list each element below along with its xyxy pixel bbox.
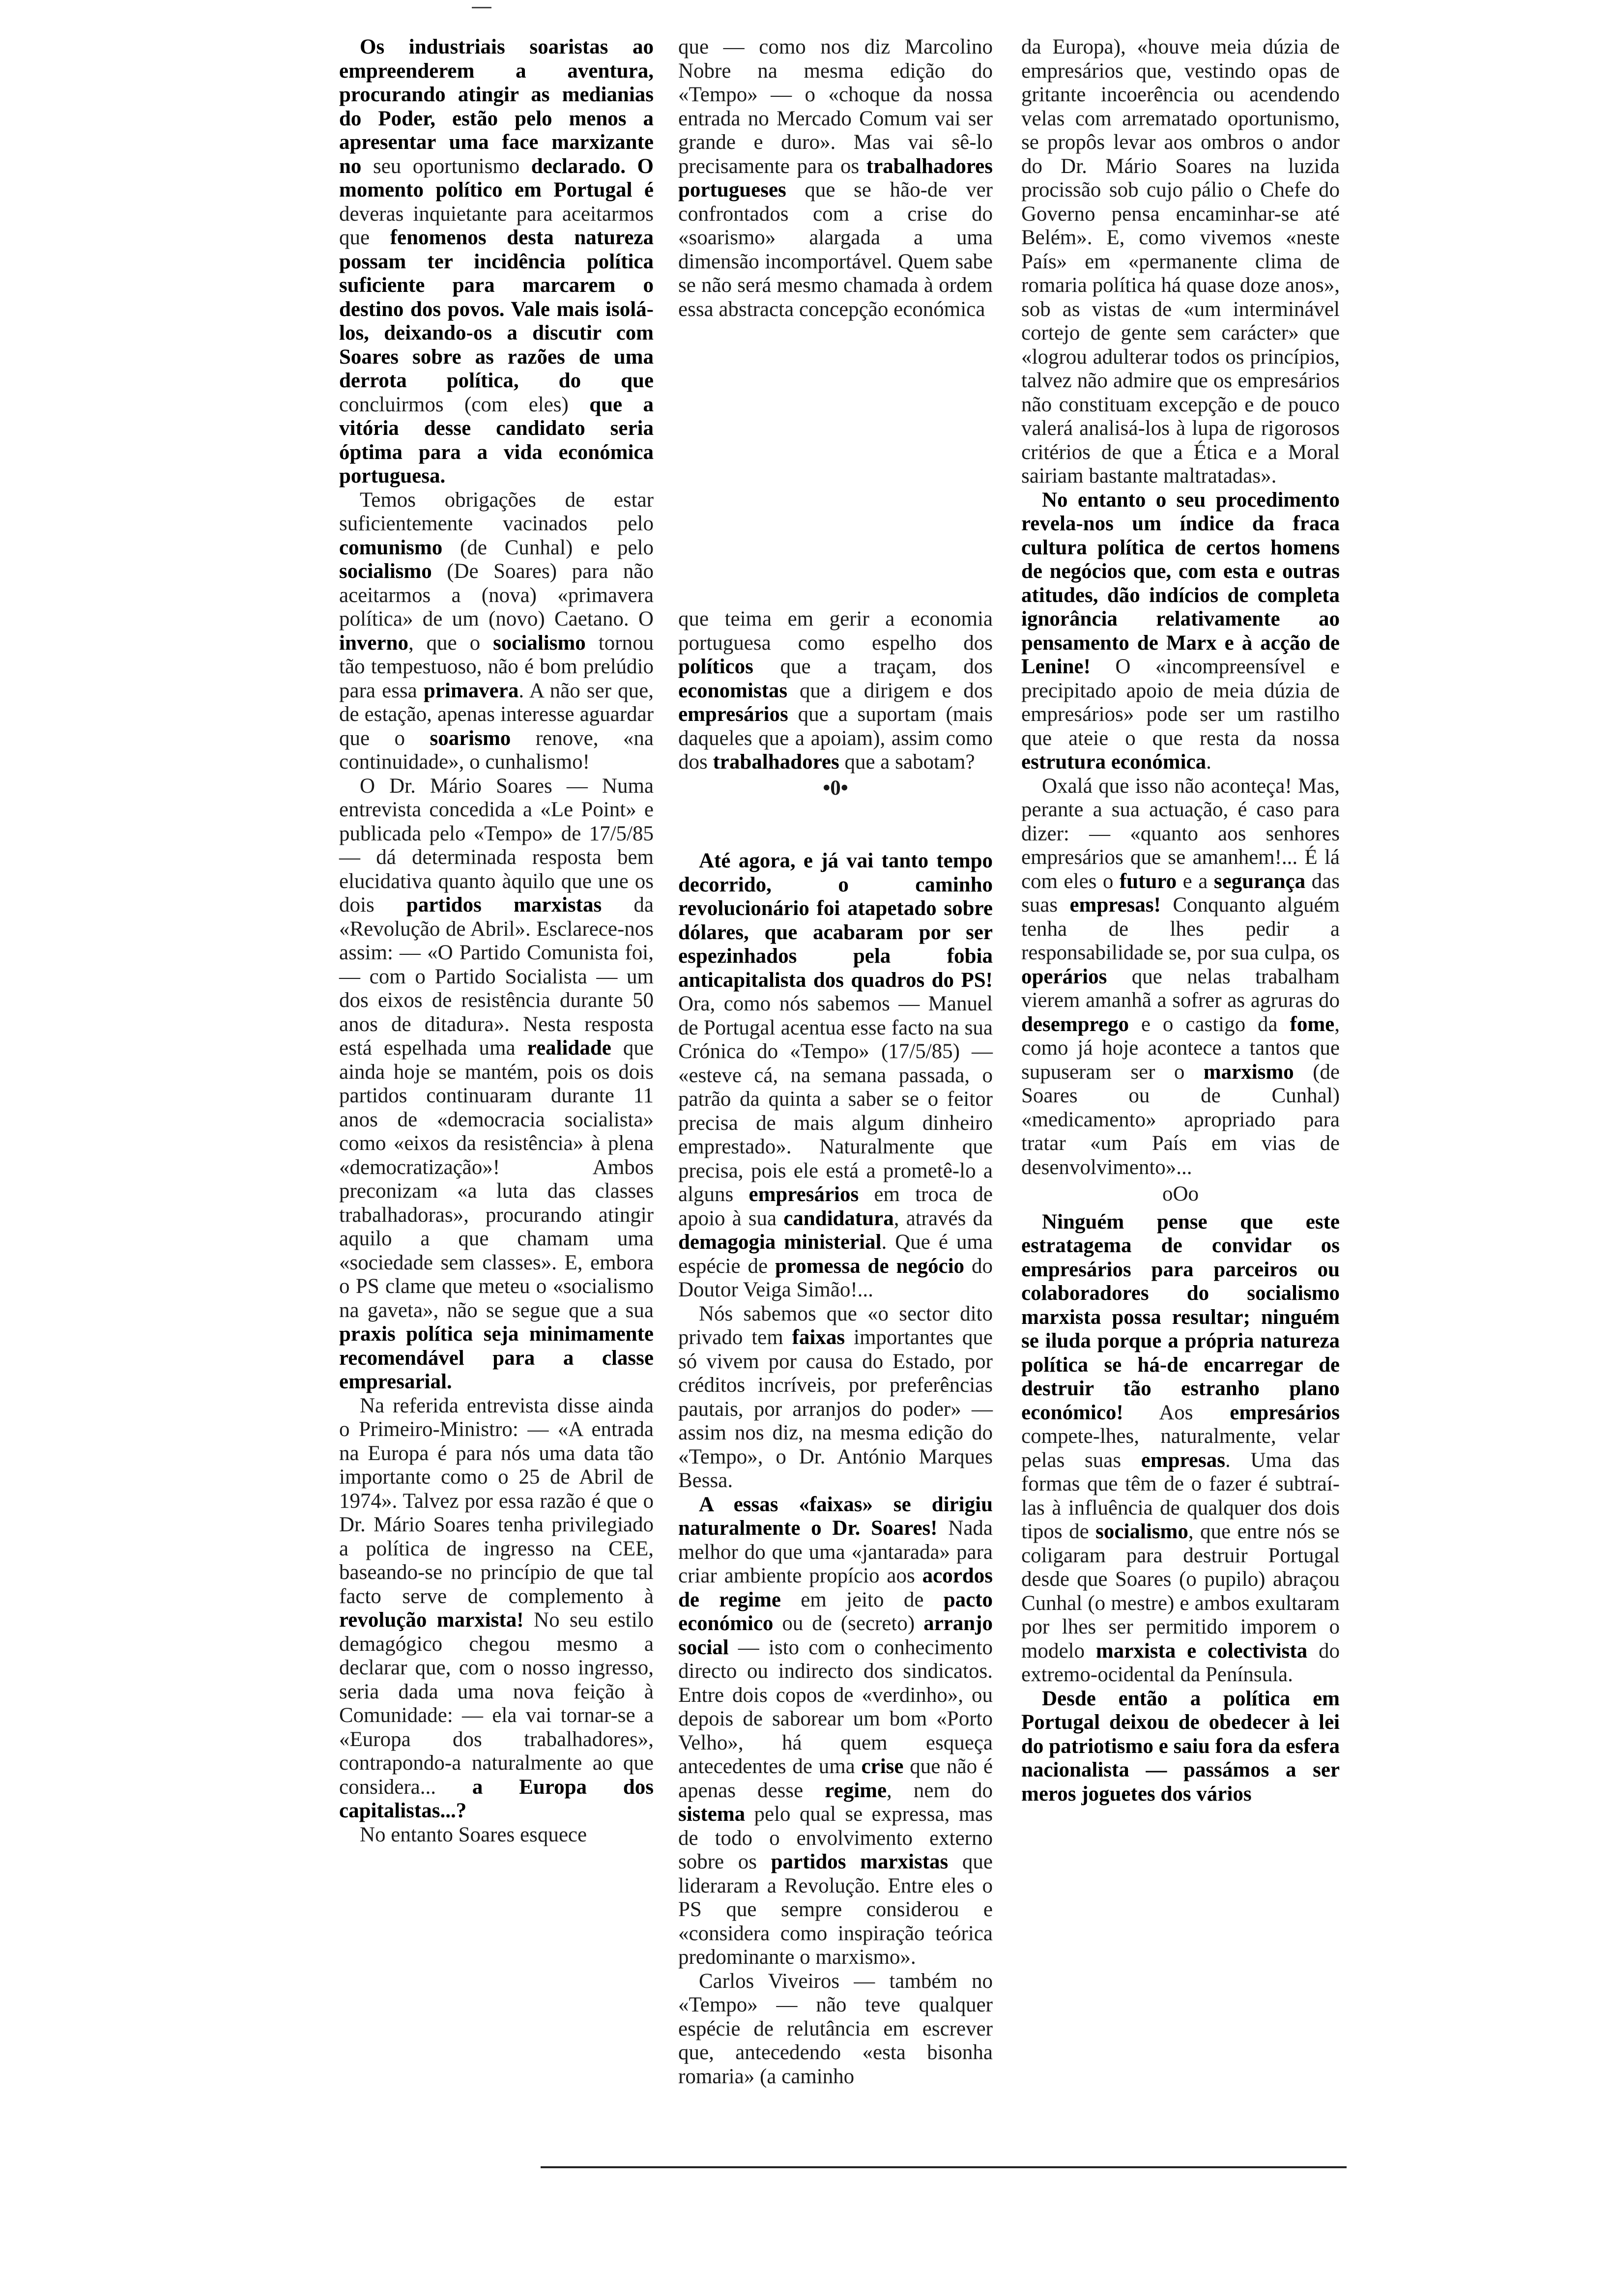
paragraph bbox=[339, 35, 654, 488]
bold-text: operários bbox=[1021, 965, 1107, 988]
article-column-1 bbox=[339, 35, 654, 1847]
bold-text: praxis política seja minimamente recomendável para a classe empresarial. bbox=[339, 1322, 654, 1393]
bold-text: revolução marxista! bbox=[339, 1608, 524, 1632]
bold-text: acordos de regime bbox=[678, 1564, 993, 1611]
article-column-2 bbox=[678, 607, 993, 2089]
bold-text: A essas «faixas» se dirigiu naturalmente o Dr. Soares! bbox=[678, 1492, 993, 1540]
bold-text: socialismo bbox=[339, 560, 432, 583]
bold-text: Os industriais soaristas ao empreenderem a aventura, procurando atingir as medianias do Poder, estão pelo menos a apresentar uma face marxizante no bbox=[339, 35, 654, 178]
paragraph bbox=[678, 1302, 993, 1493]
body-text: (De Soares) para não aceitarmos a (nova) «primavera política» de um (novo) Caetano. O bbox=[339, 560, 654, 631]
article-column-2-top bbox=[678, 35, 993, 321]
bold-text: empresários bbox=[678, 703, 788, 726]
bold-text: realidade bbox=[527, 1036, 611, 1060]
paragraph bbox=[339, 775, 654, 1394]
bold-text: trabalhadores portugueses bbox=[678, 154, 993, 201]
bold-text: empresas bbox=[1141, 1448, 1225, 1472]
bold-text: economistas bbox=[678, 679, 788, 702]
bold-text: No entanto o seu procedimento revela-nos um índice da fraca cultura política de certos homens de negócios que, com esta e outras atitudes, dão indícios de completa ignorância relativamente ao pensamento de Marx e à acção de Lenine! bbox=[1021, 488, 1340, 678]
body-text: , nem do bbox=[887, 1779, 993, 1802]
body-text: que a suportam (mais daqueles que a apoiam), assim como dos bbox=[678, 703, 993, 774]
body-text: deveras inquietante para aceitarmos que bbox=[339, 202, 654, 249]
body-text: Carlos Viveiros — também no «Tempo» — não teve qualquer espécie de relutância em escrever que, antecedendo «esta bisonha romaria» (a caminho bbox=[678, 1969, 993, 2088]
paragraph bbox=[339, 1394, 654, 1823]
body-text: seu oportunismo bbox=[373, 154, 531, 178]
paragraph bbox=[1021, 1687, 1340, 1807]
body-text: e o castigo da bbox=[1128, 1012, 1290, 1036]
bold-text: estrutura económica bbox=[1021, 750, 1207, 774]
paragraph bbox=[678, 35, 993, 321]
body-text: concluirmos (com eles) bbox=[339, 393, 590, 416]
body-text: da «Revolução de Abril». Esclarece-nos assim: — «O Partido Comunista foi, — com o Partido Socialista — um dos eixos de resistência durante 50 anos de ditadura». Nesta resposta está espelhada uma bbox=[339, 893, 654, 1060]
bold-text: arranjo social bbox=[678, 1612, 993, 1659]
body-text: e a bbox=[1177, 869, 1214, 893]
bold-text: marxista e colectivista bbox=[1095, 1639, 1308, 1663]
body-text: Aos bbox=[1123, 1401, 1230, 1424]
bold-text: faixas bbox=[792, 1326, 845, 1349]
paragraph bbox=[1021, 35, 1340, 488]
bold-text: Até agora, e já vai tanto tempo decorrido, o caminho revolucionário foi atapetado sobre dólares, que acabaram por ser espezinhados pela fobia anticapitalista dos quadros do PS! bbox=[678, 849, 993, 992]
body-text: em jeito de bbox=[781, 1588, 944, 1611]
body-text: . Uma das formas que têm de o fazer é subtraí-las à influência de qualquer dos dois tipos de bbox=[1021, 1448, 1340, 1543]
bold-text: partidos marxistas bbox=[771, 1850, 949, 1873]
bold-text: demagogia ministerial bbox=[678, 1231, 882, 1254]
body-text: que — como nos diz Marcolino Nobre na mesma edição do «Tempo» — o «choque da nossa entrada no Mercado Comum vai ser grande e duro». Mas vai sê-lo precisamente para os bbox=[678, 35, 993, 178]
bold-text: empresários bbox=[1230, 1401, 1340, 1424]
scan-mark bbox=[472, 7, 491, 8]
bold-text: promessa de negócio bbox=[775, 1254, 965, 1278]
bottom-rule bbox=[541, 2166, 1347, 2168]
body-text: Na referida entrevista disse ainda o Primeiro-Ministro: — «A entrada na Europa é para nós uma data tão importante como o 25 de Abril de 1974». Talvez por essa razão é que o Dr. Mário Soares tenha privilegiado a política de ingresso na CEE, baseando-se no princípio de que tal facto serve de complemento à bbox=[339, 1394, 654, 1608]
body-text: , que o bbox=[408, 631, 493, 655]
paragraph bbox=[678, 607, 993, 775]
bold-text: fome bbox=[1290, 1012, 1335, 1036]
body-text: Ora, como nós sabemos — Manuel de Portugal acentua esse facto na sua Crónica do «Tempo» (17/5/85) — «esteve cá, na semana passada, o patrão da quinta a saber se o feitor precisa de mais algum dinheiro emprestado». Naturalmente que precisa, pois ele está a prometê-lo a alguns bbox=[678, 992, 993, 1206]
paragraph bbox=[678, 1970, 993, 2089]
body-text: pelo qual se expressa, mas de todo o envolvimento externo sobre os bbox=[678, 1803, 993, 1873]
article-column-3 bbox=[1021, 35, 1340, 1806]
body-text: O «incompreensível e precipitado apoio de meia dúzia de empresários» pode ser um rastilho que ateie o que resta da nossa bbox=[1021, 655, 1340, 750]
bold-text: comunismo bbox=[339, 536, 443, 559]
body-text: No entanto Soares esquece bbox=[360, 1823, 587, 1846]
body-text: das suas bbox=[1021, 869, 1340, 917]
bold-text: soarismo bbox=[430, 726, 511, 750]
body-text: , como já hoje acontece a tantos que supuseram ser o bbox=[1021, 1012, 1340, 1084]
paragraph bbox=[1021, 488, 1340, 775]
body-text: (de Soares ou de Cunhal) «medicamento» apropriado para tratar «um País em vias de desenvolvimento»... bbox=[1021, 1060, 1340, 1179]
body-text: que a sabotam? bbox=[839, 750, 975, 774]
body-text: que lideraram a Revolução. Entre eles o PS que sempre considerou e «considera como inspiração teórica predominante o marxismo». bbox=[678, 1850, 993, 1969]
body-text: Oxalá que isso não aconteça! Mas, perante a sua actuação, é caso para dizer: — «quanto aos senhores empresários que se amanhem!... É lá com eles o bbox=[1021, 774, 1340, 893]
body-text: Nada melhor do que uma «jantarada» para criar ambiente propício aos bbox=[678, 1517, 993, 1587]
bold-text: empresas! bbox=[1069, 893, 1161, 917]
bold-text: crise bbox=[861, 1755, 904, 1778]
body-text: que a dirigem e dos bbox=[787, 679, 993, 702]
bold-text: trabalhadores bbox=[713, 750, 839, 774]
paragraph bbox=[1021, 1210, 1340, 1687]
body-text: Conquanto alguém tenha de lhes pedir a responsabilidade se, por sua culpa, os bbox=[1021, 893, 1340, 964]
bold-text: que a vitória desse candidato seria óptima para a vida económica portuguesa. bbox=[339, 393, 654, 488]
body-text: No seu estilo demagógico chegou mesmo a declarar que, com o nosso ingresso, seria dada uma nova feição à Comunidade: — ela vai tornar-se a «Europa dos trabalhadores», contrapondo-a naturalmente ao que considera... bbox=[339, 1608, 654, 1799]
body-text: Temos obrigações de estar suficientemente vacinados pelo bbox=[339, 488, 654, 535]
bold-text: primavera bbox=[423, 679, 519, 702]
body-text: que teima em gerir a economia portuguesa como espelho dos bbox=[678, 607, 993, 655]
body-text: , que entre nós se coligaram para destruir Portugal desde que Soares (o pupilo) abraçou Cunhal (o mestre) e ambos exultaram por lhes ser permitido imporem o modelo bbox=[1021, 1520, 1340, 1663]
bold-text: desemprego bbox=[1021, 1012, 1129, 1036]
section-separator: oOo bbox=[1162, 1182, 1199, 1205]
bold-text: candidatura bbox=[783, 1206, 894, 1230]
body-text: , através da bbox=[893, 1206, 993, 1230]
paragraph bbox=[678, 849, 993, 1302]
bold-text: partidos marxistas bbox=[406, 893, 602, 917]
body-text: . A não ser que, de estação, apenas interesse aguardar que o bbox=[339, 679, 654, 750]
bold-text: empresários bbox=[748, 1183, 859, 1206]
bold-text: sistema bbox=[678, 1803, 746, 1826]
body-text: O Dr. Mário Soares — Numa entrevista concedida a «Le Point» e publicada pelo «Tempo» de 17/5/85 — dá determinada resposta bem elucidativa quanto àquilo que une os dois bbox=[339, 774, 654, 917]
paragraph bbox=[339, 1823, 654, 1847]
bold-text: futuro bbox=[1119, 869, 1177, 893]
body-text: da Europa), «houve meia dúzia de empresários que, vestindo opas de gritante incoerência ou acendendo velas com arrematado oportunismo, se propôs levar aos ombros o andor do Dr. Mário Soares na luzida procissão sob cujo pálio o Chefe do Governo pensa encaminhar-se até Belém». E, como vivemos «neste País» em «permanente clima de romaria política há quase doze anos», sob as vistas de «um interminável cortejo de gente sem carácter» que «logrou adulterar todos os princípios, talvez não admire que os empresários não constituam excepção e de pouco valerá analisá-los à lupa de rigorosos critérios de que a Ética e a Moral sairiam bastante maltratadas». bbox=[1021, 35, 1340, 488]
body-text: que ainda hoje se mantém, pois os dois partidos continuaram durante 11 anos de «democracia socialista» como «eixos da resistência» à plena «democratização»! Ambos preconizam «a luta das classes trabalhadoras», procurando atingir aquilo a que chamam uma «sociedade sem classes». E, embora o PS clame que meteu o «socialismo na gaveta», não se segue que a sua bbox=[339, 1036, 654, 1322]
body-text: renove, «na continuidade», o cunhalismo! bbox=[339, 726, 654, 774]
body-text: que não é apenas desse bbox=[678, 1755, 993, 1802]
body-text: que a traçam, dos bbox=[753, 655, 993, 678]
body-text: — isto com o conhecimento directo ou indirecto dos sindicatos. Entre dois copos de «verdinho», ou depois de saborear um bom «Porto Velho», há quem esqueça antecedentes de uma bbox=[678, 1636, 993, 1778]
paragraph bbox=[678, 1493, 993, 1970]
bold-text: regime bbox=[825, 1779, 887, 1802]
body-text: do Doutor Veiga Simão!... bbox=[678, 1254, 993, 1301]
paragraph bbox=[1021, 775, 1340, 1180]
bold-text: políticos bbox=[678, 655, 753, 678]
body-text: . bbox=[1206, 750, 1211, 774]
bold-text: pacto económico bbox=[678, 1588, 993, 1635]
body-text: que se hão-de ver confrontados com a crise do «soarismo» alargada a uma dimensão incomportável. Quem sabe se não será mesmo chamada à ordem essa abstracta concepção económica bbox=[678, 178, 993, 321]
bold-text: marxismo bbox=[1203, 1060, 1294, 1084]
body-text: tornou tão tempestuoso, não é bom prelúdio para essa bbox=[339, 631, 654, 702]
bold-text: inverno bbox=[339, 631, 408, 655]
bold-text: Ninguém pense que este estratagema de convidar os empresários para parceiros ou colaboradores do socialismo marxista possa resultar; ninguém se iluda porque a própria natureza política se há-de encarregar de destruir tão estranho plano económico! bbox=[1021, 1210, 1340, 1424]
body-text: Nós sabemos que «o sector dito privado tem bbox=[678, 1302, 993, 1349]
bold-text: socialismo bbox=[1095, 1520, 1188, 1543]
bold-text: segurança bbox=[1213, 869, 1306, 893]
section-separator: •0• bbox=[823, 776, 848, 800]
bold-text: a Europa dos capitalistas...? bbox=[339, 1775, 654, 1822]
body-text: do extremo-ocidental da Península. bbox=[1021, 1639, 1340, 1686]
body-text: . Que é uma espécie de bbox=[678, 1231, 993, 1278]
body-text: ou de (secreto) bbox=[773, 1612, 924, 1635]
bold-text: fenomenos desta natureza possam ter incidência política suficiente para marcarem o destino dos povos. Vale mais isolá-los, deixando-os a discutir com Soares sobre as razões de uma derrota política, do que bbox=[339, 226, 654, 392]
paragraph bbox=[339, 488, 654, 775]
body-text: que nelas trabalham vierem amanhã a sofrer as agruras do bbox=[1021, 965, 1340, 1012]
body-text: em troca de apoio à sua bbox=[678, 1183, 993, 1230]
bold-text: Desde então a política em Portugal deixou de obedecer à lei do patriotismo e saiu fora da esfera nacionalista — passámos a ser meros joguetes dos vários bbox=[1021, 1687, 1340, 1806]
bold-text: declarado. O momento político em Portugal é bbox=[339, 154, 654, 201]
body-text: importantes que só vivem por causa do Estado, por créditos incríveis, por preferências pautais, por arranjos do poder» — assim nos diz, na mesma edição do «Tempo», o Dr. António Marques Bessa. bbox=[678, 1326, 993, 1492]
bold-text: socialismo bbox=[493, 631, 586, 655]
body-text: compete-lhes, naturalmente, velar pelas suas bbox=[1021, 1425, 1340, 1472]
body-text: (de Cunhal) e pelo bbox=[442, 536, 654, 559]
